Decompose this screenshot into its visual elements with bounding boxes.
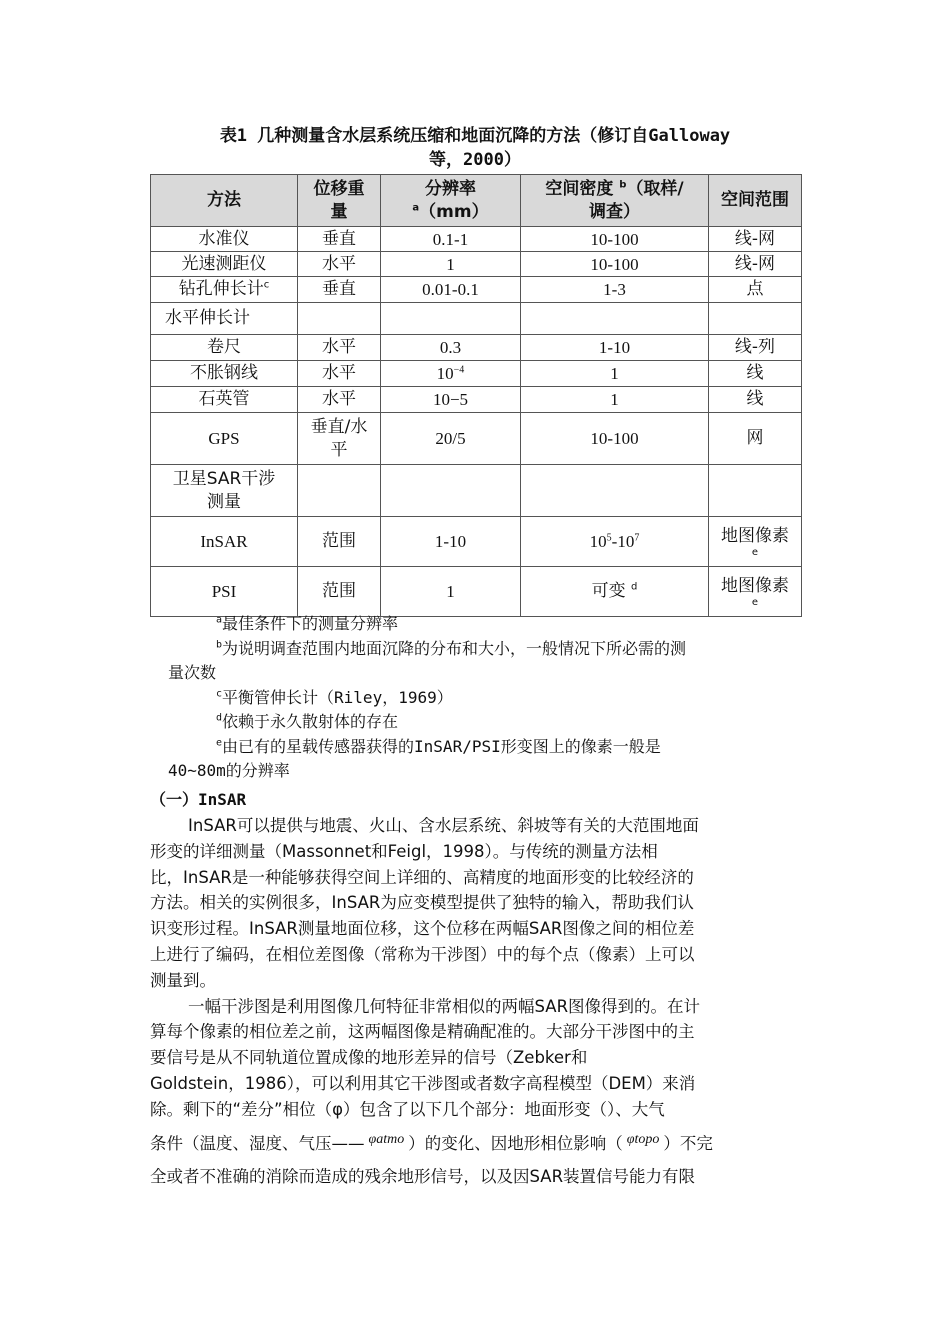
table-row: 不胀钢线 水平 $10^{-4}$ 1 线 [151, 361, 802, 387]
header-component: 位移重 量 [298, 175, 381, 227]
paragraph-2 [150, 994, 802, 1191]
table-row: 卷尺 水平 0.3 1-10 线-列 [151, 335, 802, 361]
footnote-e-cont: 40~80m的分辨率 [168, 761, 290, 780]
text-line: 要信号是从不同轨道位置成像的地形差异的信号（Zebker和 [150, 1048, 588, 1068]
measurement-methods-table [150, 174, 802, 617]
text-line: 一幅干涉图是利用图像几何特征非常相似的两幅SAR图像得到的。在计 [188, 996, 701, 1016]
text-line: 识变形过程。InSAR测量地面位移，这个位移在两幅SAR图像之间的相位差 [150, 919, 695, 939]
table-caption [150, 124, 800, 172]
header-resolution: 分辨率 $^a$（mm） [381, 175, 521, 227]
table-row: 石英管 水平 10−5 1 线 [151, 387, 802, 413]
table-row: PSI 范围 1 可变 $^d$ 地图像素 e [151, 567, 802, 617]
header-range: 空间范围 [709, 175, 802, 227]
caption-line-2: 等，2000） [429, 150, 521, 170]
section-heading: （一）InSAR [150, 790, 247, 809]
table-header-row [151, 175, 802, 227]
text-line: 全或者不准确的消除而造成的残余地形信号，以及因SAR装置信号能力有限 [150, 1167, 696, 1187]
header-density: 空间密度 $^b$（取样/ 调查） [521, 175, 709, 227]
footnote-b-cont: 量次数 [168, 663, 217, 682]
table-row: 光速测距仪 水平 1 10-100 线-网 [151, 252, 802, 277]
phi-atmo-symbol: φatmo [368, 1131, 405, 1147]
table-row: InSAR 范围 1-10 $10^5-10^7$ 地图像素 e [151, 517, 802, 567]
footnote-a: $^a$最佳条件下的测量分辨率 [216, 614, 399, 633]
table-footnotes [168, 612, 808, 784]
footnote-d: $^d$依赖于永久散射体的存在 [216, 712, 399, 731]
text-line: 条件（温度、湿度、气压—— φatmo ）的变化、因地形相位影响（ φtopo ）不完 [150, 1123, 713, 1159]
footnote-c: $^c$平衡管伸长计（Riley，1969） [216, 687, 453, 707]
text-line: 比，InSAR是一种能够获得空间上详细的、高精度的地面形变的比较经济的 [150, 867, 694, 887]
table-row: GPS 垂直/水 平 20/5 10-100 网 [151, 413, 802, 465]
footnote-e: $^e$由已有的星载传感器获得的InSAR/PSI形变图上的像素一般是 [216, 736, 661, 756]
table-row: 水准仪 垂直 0.1-1 10-100 线-网 [151, 227, 802, 252]
phi-topo-symbol: φtopo [626, 1131, 660, 1147]
text-line: InSAR可以提供与地震、火山、含水层系统、斜坡等有关的大范围地面 [188, 816, 699, 835]
text-line: 算每个像素的相位差之前，这两幅图像是精确配准的。大部分干涉图中的主 [150, 1022, 695, 1042]
caption-line-1: 表1 几种测量含水层系统压缩和地面沉降的方法（修订自Galloway [219, 126, 731, 146]
text-line: 方法。相关的实例很多，InSAR为应变模型提供了独特的输入，帮助我们认 [150, 893, 694, 913]
table-row: 钻孔伸长计$^c$ 垂直 0.01-0.1 1-3 点 [151, 277, 802, 303]
body-text [150, 813, 802, 1190]
footnote-b: $^b$为说明调查范围内地面沉降的分布和大小，一般情况下所必需的测 [216, 638, 687, 658]
text-line: 上进行了编码，在相位差图像（常称为干涉图）中的每个点（像素）上可以 [150, 944, 695, 964]
paragraph-1 [150, 813, 802, 994]
text-line: Goldstein，1986），可以利用其它干涉图或者数字高程模型（DEM）来消 [150, 1073, 696, 1093]
table-row: 水平伸长计 [151, 303, 802, 335]
text-line: 测量到。 [150, 970, 216, 990]
table-row: 卫星SAR干涉 测量 [151, 465, 802, 517]
text-line: 除。剩下的“差分”相位（φ）包含了以下几个部分：地面形变（）、大气 [150, 1099, 665, 1119]
header-method: 方法 [151, 175, 298, 227]
text-line: 形变的详细测量（Massonnet和Feigl，1998）。与传统的测量方法相 [150, 841, 658, 861]
